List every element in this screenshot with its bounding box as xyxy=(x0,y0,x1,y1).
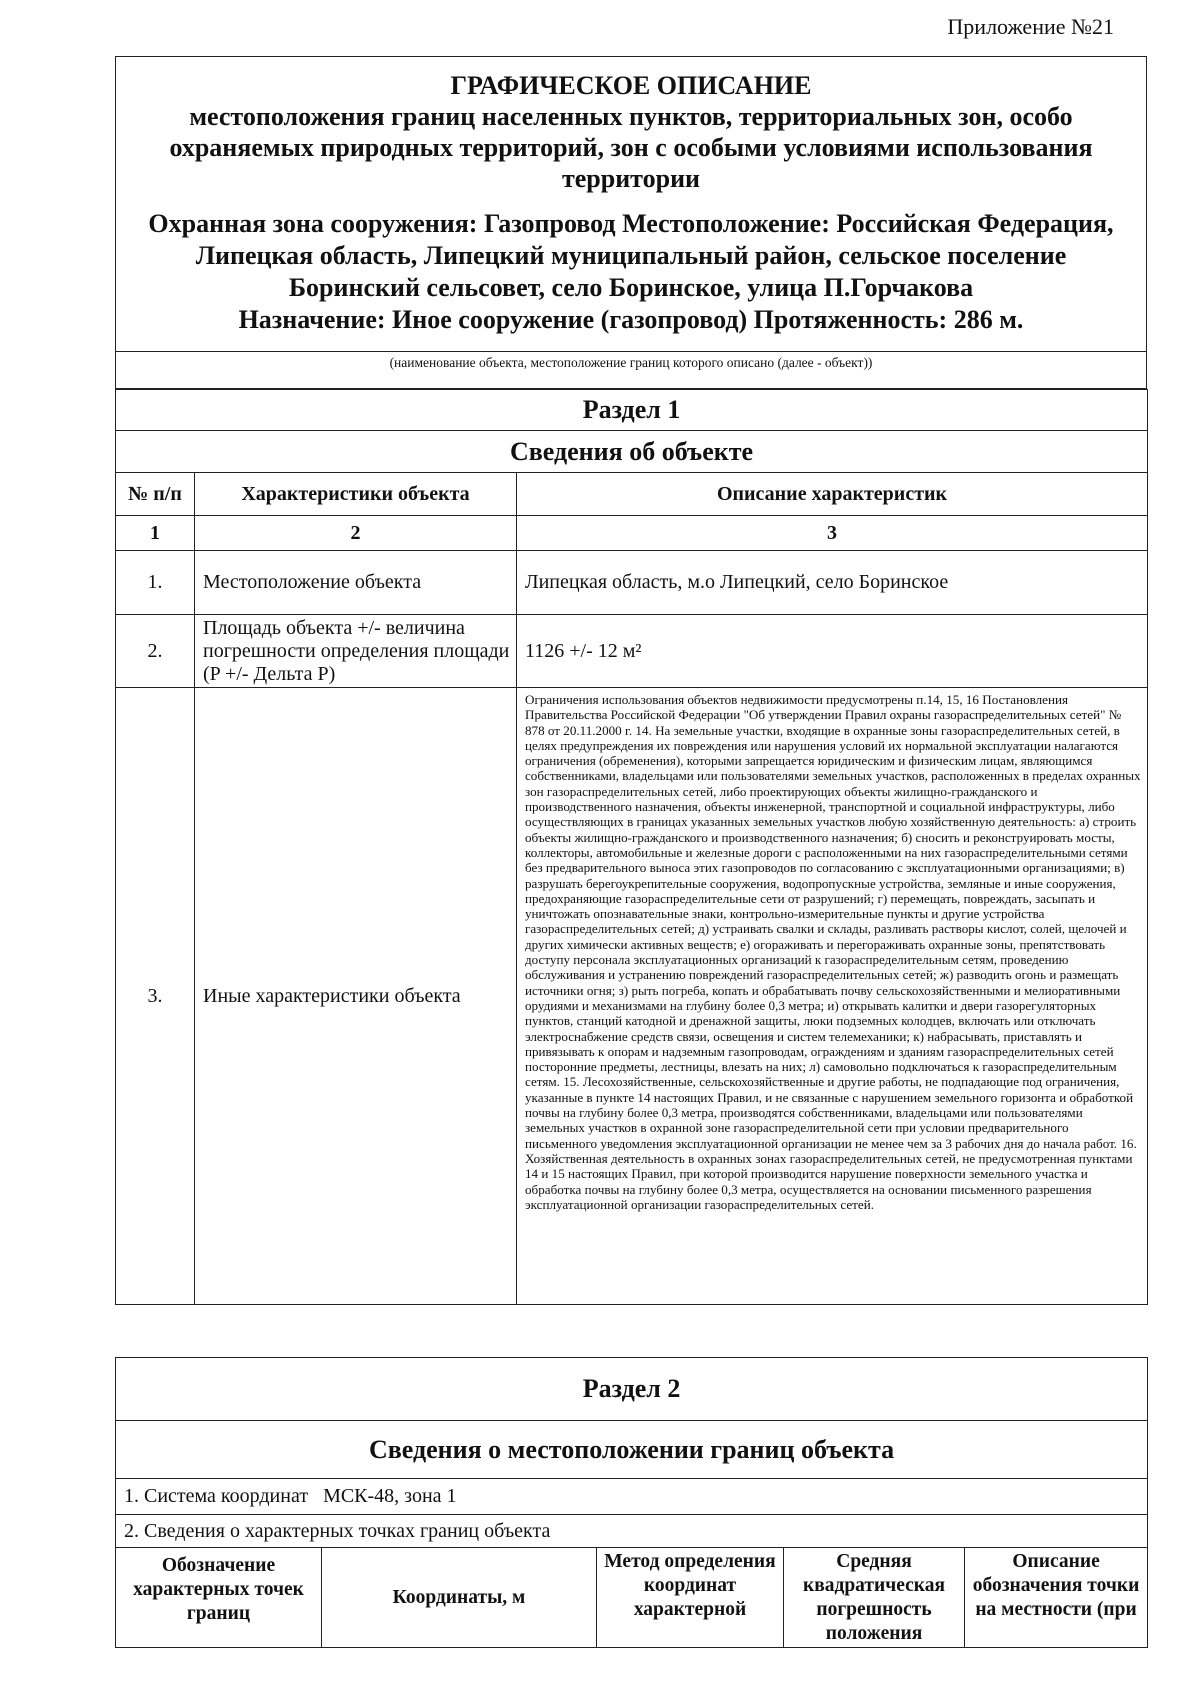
col-header-point-designation: Обозначение характерных точек границ xyxy=(116,1548,322,1648)
section1-subtitle: Сведения об объекте xyxy=(116,431,1148,473)
row-value: Липецкая область, м.о Липецкий, село Боринское xyxy=(517,551,1148,615)
col-header-method: Метод определения координат характерной xyxy=(597,1548,784,1648)
coordinate-system-value: МСК-48, зона 1 xyxy=(323,1485,457,1507)
row-name: Иные характеристики объекта xyxy=(195,688,517,1305)
object-caption: (наименование объекта, местоположение границ которого описано (далее - объект)) xyxy=(116,351,1146,371)
object-purpose: Назначение: Иное сооружение (газопровод) Протяженность: 286 м. xyxy=(238,305,1024,334)
col-header-characteristic: Характеристики объекта xyxy=(195,473,517,516)
row-name: Площадь объекта +/- величина погрешности определения площади (P +/- Дельта P) xyxy=(195,615,517,688)
row-value-restrictions: Ограничения использования объектов недвижимости предусмотрены п.14, 15, 16 Постановления Правительства Российской Федерации "Об утверждении Правил охраны газораспределительных сетей" № 878 от 20.11.2000 г. 14. На земельные участки, входящие в охранные зоны газораспределительных сетей, в целях предупреждения их повреждения или нарушения условий их нормальной эксплуатации налагаются ограничения (обременения), которыми запрещается юридическим и физическим лицам, являющимся собственниками, владельцами или пользователями земельных участков, расположенных в пределах охранных зон газораспределительных сетей, либо проектирующих объекты жилищно-гражданского и производственного назначения, объекты инженерной, транспортной и социальной инфраструктуры, либо осуществляющих в границах указанных земельных участков любую хозяйственную деятельность: а) строить объекты жилищно-гражданского и производственного назначения; б) сносить и реконструировать мосты, коллекторы, автомобильные и железные дороги с расположенными на них газораспределительными сетями без предварительного выноса этих газопроводов по согласованию с эксплуатационными организациями; в) разрушать берегоукрепительные сооружения, водопропускные устройства, земляные и иные сооружения, предохраняющие газораспределительные сети от разрушений; г) перемещать, повреждать, засыпать и уничтожать опознавательные знаки, контрольно-измерительные пункты и другие устройства газораспределительных сетей; д) устраивать свалки и склады, разливать растворы кислот, солей, щелочей и других химически активных веществ; е) огораживать и перегораживать охранные зоны, препятствовать доступу персонала эксплуатационных организаций к газораспределительным сетям, проведению обслуживания и устранению повреждений газораспределительных сетей; ж) разводить огонь и размещать источники огня; з) рыть погреба, копать и обрабатывать почву сельскохозяйственными и мелиоративными орудиями и механизмами на глубину более 0,3 метра; и) открывать калитки и двери газорегуляторных пунктов, станций катодной и дренажной защиты, люки подземных колодцев, включать или отключать электроснабжение средств связи, освещения и систем телемеханики; к) набрасывать, приставлять и привязывать к опорам и надземным газопроводам, ограждениям и зданиям газораспределительных сетей посторонние предметы, лестницы, влезать на них; л) самовольно подключаться к газораспределительным сетям. 15. Лесохозяйственные, сельскохозяйственные и другие работы, не подпадающие под ограничения, указанные в пункте 14 настоящих Правил, и не связанные с нарушением земельного горизонта и обработкой почвы на глубину более 0,3 метра, производятся собственниками, владельцами или пользователями земельных участков в охранной зоне газораспределительной сети при условии предварительного письменного уведомления эксплуатационной организации не менее чем за 3 рабочих дня до начала работ. 16. Хозяйственная деятельность в охранных зонах газораспределительных сетей, не предусмотренная пунктами 14 и 15 настоящих Правил, при которой производится нарушение поверхности земельного участка и обработка почвы на глубину более 0,3 метра, осуществляется на основании письменного разрешения эксплуатационной организации газораспределительных сетей. xyxy=(517,688,1148,1305)
object-description xyxy=(116,208,1146,336)
row-name: Местоположение объекта xyxy=(195,551,517,615)
col-number-1: 1 xyxy=(116,516,195,551)
col-header-coordinates: Координаты, м xyxy=(322,1548,597,1648)
section1-table xyxy=(115,389,1148,1305)
row-number: 3. xyxy=(116,688,195,1305)
col-number-3: 3 xyxy=(517,516,1148,551)
document-subtitle: местоположения границ населенных пунктов, территориальных зон, особо охраняемых природных территорий, зон с особыми условиями использования территории xyxy=(169,102,1093,193)
table-row xyxy=(116,688,1148,1305)
object-location: Охранная зона сооружения: Газопровод Местоположение: Российская Федерация, Липецкая область, Липецкий муниципальный район, сельское поселение Боринский сельсовет, село Боринское, улица П.Горчакова xyxy=(148,209,1114,302)
points-label: 2. Сведения о характерных точках границ объекта xyxy=(116,1515,1148,1548)
coordinate-system xyxy=(116,1479,1148,1515)
section2-table xyxy=(115,1357,1148,1648)
col-number-2: 2 xyxy=(195,516,517,551)
row-value: 1126 +/- 12 м² xyxy=(517,615,1148,688)
document-title: ГРАФИЧЕСКОЕ ОПИСАНИЕ xyxy=(450,71,812,100)
document-header xyxy=(115,56,1147,389)
col-header-error: Средняя квадратическая погрешность положения xyxy=(784,1548,965,1648)
section2-subtitle: Сведения о местоположении границ объекта xyxy=(116,1421,1148,1479)
appendix-number: Приложение №21 xyxy=(947,14,1114,39)
row-number: 2. xyxy=(116,615,195,688)
col-header-description: Описание характеристик xyxy=(517,473,1148,516)
coordinate-system-label: 1. Система координат xyxy=(124,1485,309,1507)
table-row xyxy=(116,615,1148,688)
section1-title: Раздел 1 xyxy=(116,390,1148,431)
section2-title: Раздел 2 xyxy=(116,1358,1148,1421)
col-header-point-description: Описание обозначения точки на местности (при xyxy=(965,1548,1148,1648)
table-row xyxy=(116,551,1148,615)
row-number: 1. xyxy=(116,551,195,615)
col-header-num: № п/п xyxy=(116,473,195,516)
